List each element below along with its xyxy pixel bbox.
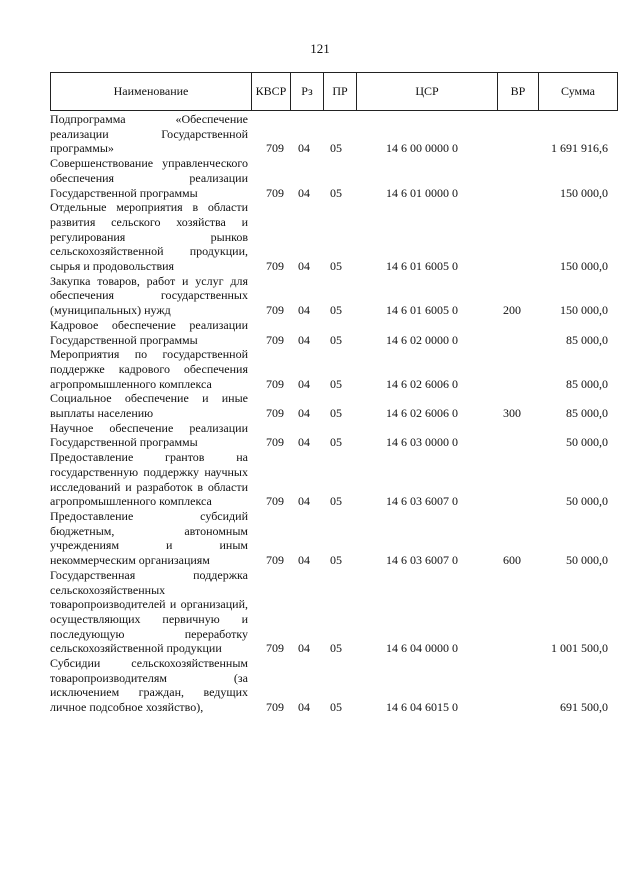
row-rz: 04	[298, 332, 310, 347]
row-pr: 05	[330, 406, 342, 421]
table-row	[50, 274, 610, 318]
table-row	[50, 421, 610, 450]
row-pr: 05	[330, 376, 342, 391]
row-rz: 04	[298, 494, 310, 509]
page-number: 121	[310, 41, 330, 56]
row-sum: 1 691 916,6	[551, 141, 608, 156]
row-kvsr: 709	[266, 259, 284, 274]
row-csr: 14 6 02 0000 0	[386, 332, 458, 347]
row-csr: 14 6 03 0000 0	[386, 435, 458, 450]
header-kvsr: КВСР	[252, 73, 291, 111]
row-sum: 50 000,0	[566, 553, 608, 568]
row-rz: 04	[298, 376, 310, 391]
header-sum: Сумма	[539, 73, 618, 111]
row-csr: 14 6 01 6005 0	[386, 259, 458, 274]
row-kvsr: 709	[266, 700, 284, 715]
row-rz: 04	[298, 641, 310, 656]
row-name: Мероприятия по государственной поддержке кадрового обеспечения агропромышленного комплекса	[50, 347, 248, 391]
table-row	[50, 318, 610, 347]
table-row	[50, 112, 610, 156]
row-kvsr: 709	[266, 435, 284, 450]
row-pr: 05	[330, 700, 342, 715]
table-row	[50, 391, 610, 420]
row-rz: 04	[298, 259, 310, 274]
row-pr: 05	[330, 435, 342, 450]
row-vr: 200	[503, 303, 521, 318]
row-rz: 04	[298, 185, 310, 200]
row-csr: 14 6 02 6006 0	[386, 376, 458, 391]
row-name: Предоставление субсидий бюджетным, автономным учреждениям и иным некоммерческим организациям	[50, 508, 248, 568]
row-csr: 14 6 02 6006 0	[386, 406, 458, 421]
row-pr: 05	[330, 141, 342, 156]
header-vr: ВР	[498, 73, 539, 111]
row-rz: 04	[298, 700, 310, 715]
table-row	[50, 156, 610, 200]
row-pr: 05	[330, 553, 342, 568]
header-pr: ПР	[324, 73, 357, 111]
row-kvsr: 709	[266, 185, 284, 200]
row-name: Подпрограмма «Обеспечение реализации Государственной программы»	[50, 112, 248, 156]
row-rz: 04	[298, 406, 310, 421]
row-rz: 04	[298, 141, 310, 156]
row-kvsr: 709	[266, 376, 284, 391]
row-kvsr: 709	[266, 494, 284, 509]
row-csr: 14 6 03 6007 0	[386, 494, 458, 509]
row-name: Совершенствование управленческого обеспечения реализации Государственной программы	[50, 156, 248, 200]
row-sum: 150 000,0	[560, 259, 608, 274]
row-csr: 14 6 04 6015 0	[386, 700, 458, 715]
row-vr: 300	[503, 406, 521, 421]
row-rz: 04	[298, 553, 310, 568]
row-vr: 600	[503, 553, 521, 568]
row-csr: 14 6 01 0000 0	[386, 185, 458, 200]
row-name: Научное обеспечение реализации Государственной программы	[50, 420, 248, 450]
row-kvsr: 709	[266, 332, 284, 347]
row-sum: 85 000,0	[566, 332, 608, 347]
row-sum: 85 000,0	[566, 406, 608, 421]
row-name: Субсидии сельскохозяйственным товаропроизводителям (за исключением граждан, ведущих личное подсобное хозяйство),	[50, 656, 248, 715]
table-row	[50, 509, 610, 568]
row-kvsr: 709	[266, 553, 284, 568]
row-kvsr: 709	[266, 141, 284, 156]
row-name: Кадровое обеспечение реализации Государственной программы	[50, 317, 248, 347]
table-row	[50, 450, 610, 509]
header-csr: ЦСР	[357, 73, 498, 111]
row-kvsr: 709	[266, 641, 284, 656]
row-sum: 50 000,0	[566, 435, 608, 450]
row-name: Государственная поддержка сельскохозяйственных товаропроизводителей и организаций, осуществляющих первичную и последующую переработку сельскохозяйственной продукции	[50, 567, 248, 656]
row-sum: 1 001 500,0	[551, 641, 608, 656]
row-kvsr: 709	[266, 406, 284, 421]
row-kvsr: 709	[266, 303, 284, 318]
header-rz: Рз	[291, 73, 324, 111]
row-name: Предоставление грантов на государственную поддержку научных исследований и разработок в области агропромышленного комплекса	[50, 450, 248, 509]
row-csr: 14 6 00 0000 0	[386, 141, 458, 156]
row-pr: 05	[330, 259, 342, 274]
row-sum: 150 000,0	[560, 303, 608, 318]
table-header	[50, 72, 618, 111]
table-row	[50, 200, 610, 274]
row-name: Социальное обеспечение и иные выплаты населению	[50, 391, 248, 421]
row-sum: 50 000,0	[566, 494, 608, 509]
row-sum: 691 500,0	[560, 700, 608, 715]
row-sum: 150 000,0	[560, 185, 608, 200]
row-pr: 05	[330, 332, 342, 347]
row-sum: 85 000,0	[566, 376, 608, 391]
table-row	[50, 568, 610, 656]
row-csr: 14 6 03 6007 0	[386, 553, 458, 568]
row-rz: 04	[298, 303, 310, 318]
row-pr: 05	[330, 494, 342, 509]
row-name: Закупка товаров, работ и услуг для обеспечения государственных (муниципальных) нужд	[50, 273, 248, 318]
row-name: Отдельные мероприятия в области развития сельского хозяйства и регулирования рынков сельскохозяйственной продукции, сырья и продовольствия	[50, 200, 248, 274]
row-pr: 05	[330, 303, 342, 318]
row-rz: 04	[298, 435, 310, 450]
table-row	[50, 656, 610, 715]
row-csr: 14 6 04 0000 0	[386, 641, 458, 656]
header-name: Наименование	[51, 73, 252, 111]
row-csr: 14 6 01 6005 0	[386, 303, 458, 318]
row-pr: 05	[330, 641, 342, 656]
table-body	[50, 112, 610, 715]
row-pr: 05	[330, 185, 342, 200]
table-row	[50, 347, 610, 391]
